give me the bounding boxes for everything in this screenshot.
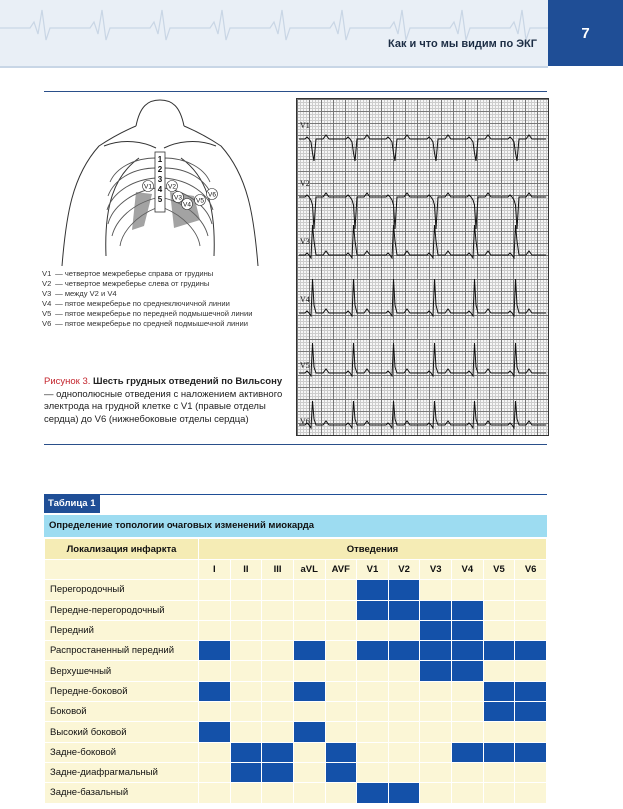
- lead-mark-cell: [483, 681, 515, 701]
- blank-cell: [45, 560, 199, 580]
- lead-empty-cell: [483, 600, 515, 620]
- lead-empty-cell: [230, 620, 262, 640]
- table-row: [45, 620, 547, 640]
- lead-empty-cell: [515, 783, 547, 803]
- localization-name: Задне-базальный: [45, 783, 199, 803]
- ecg-lead-label: V3: [300, 237, 310, 246]
- lead-empty-cell: [230, 681, 262, 701]
- lead-empty-cell: [483, 661, 515, 681]
- localization-name: Передний: [45, 620, 199, 640]
- ecg-traces: [297, 99, 548, 435]
- table-row: [45, 762, 547, 782]
- col-header-localization: Локализация инфаркта: [45, 539, 199, 560]
- lead-empty-cell: [420, 681, 452, 701]
- lead-mark-cell: [199, 681, 231, 701]
- lead-mark-cell: [262, 762, 294, 782]
- table-body: [45, 560, 547, 804]
- lead-empty-cell: [515, 661, 547, 681]
- lead-mark-cell: [452, 620, 484, 640]
- electrode-v5: V5: [196, 197, 204, 205]
- lead-empty-cell: [483, 580, 515, 600]
- legend-item: V5 — пятое межреберье по передней подмышечной линии: [42, 308, 253, 318]
- lead-empty-cell: [262, 702, 294, 722]
- chest-electrode-diagram: [44, 96, 276, 266]
- page-number: 7: [548, 0, 623, 66]
- lead-empty-cell: [420, 762, 452, 782]
- running-header-title: Как и что мы видим по ЭКГ: [388, 38, 537, 50]
- lead-header: V2: [388, 560, 420, 580]
- rib-label-1: 1: [157, 155, 163, 164]
- lead-empty-cell: [293, 620, 325, 640]
- lead-empty-cell: [230, 702, 262, 722]
- lead-mark-cell: [388, 580, 420, 600]
- lead-mark-cell: [199, 641, 231, 661]
- lead-mark-cell: [515, 702, 547, 722]
- localization-name: Боковой: [45, 702, 199, 722]
- legend-item: V2 — четвертое межреберье слева от грудины: [42, 278, 210, 288]
- lead-empty-cell: [388, 702, 420, 722]
- ecg-strip: [296, 98, 549, 436]
- lead-mark-cell: [515, 742, 547, 762]
- localization-name: Верхушечный: [45, 661, 199, 681]
- lead-empty-cell: [230, 783, 262, 803]
- lead-mark-cell: [293, 681, 325, 701]
- lead-empty-cell: [199, 762, 231, 782]
- legend-item: V3 — между V2 и V4: [42, 288, 117, 298]
- lead-empty-cell: [262, 620, 294, 640]
- table-row: [45, 742, 547, 762]
- lead-mark-cell: [388, 783, 420, 803]
- ecg-trace: [299, 279, 546, 316]
- lead-empty-cell: [325, 722, 357, 742]
- rib-label-2: 2: [157, 165, 163, 174]
- lead-empty-cell: [357, 762, 389, 782]
- localization-name: Высокий боковой: [45, 722, 199, 742]
- lead-empty-cell: [325, 681, 357, 701]
- lead-mark-cell: [325, 762, 357, 782]
- lead-empty-cell: [515, 600, 547, 620]
- lead-empty-cell: [388, 620, 420, 640]
- lead-header: V5: [483, 560, 515, 580]
- lead-empty-cell: [262, 681, 294, 701]
- lead-mark-cell: [230, 742, 262, 762]
- table-row: [45, 600, 547, 620]
- lead-empty-cell: [357, 702, 389, 722]
- lead-header: III: [262, 560, 294, 580]
- electrode-v6: V6: [208, 191, 216, 199]
- ecg-lead-label: V2: [300, 179, 310, 188]
- lead-empty-cell: [199, 702, 231, 722]
- lead-empty-cell: [230, 600, 262, 620]
- table-top-line: [100, 494, 547, 495]
- lead-empty-cell: [262, 783, 294, 803]
- lead-mark-cell: [515, 681, 547, 701]
- lead-empty-cell: [199, 742, 231, 762]
- lead-empty-cell: [293, 783, 325, 803]
- lead-header: aVL: [293, 560, 325, 580]
- lead-empty-cell: [388, 661, 420, 681]
- legend-item: V6 — пятое межреберье по средней подмышечной линии: [42, 318, 248, 328]
- lead-empty-cell: [325, 620, 357, 640]
- lead-mark-cell: [483, 641, 515, 661]
- lead-mark-cell: [515, 641, 547, 661]
- lead-mark-cell: [483, 702, 515, 722]
- lead-empty-cell: [483, 762, 515, 782]
- lead-empty-cell: [515, 580, 547, 600]
- lead-mark-cell: [388, 641, 420, 661]
- lead-empty-cell: [483, 722, 515, 742]
- ecg-trace: [299, 135, 546, 161]
- lead-empty-cell: [515, 620, 547, 640]
- rib-label-4: 4: [157, 185, 163, 194]
- lead-empty-cell: [293, 580, 325, 600]
- lead-empty-cell: [262, 580, 294, 600]
- legend-item: V4 — пятое межреберье по среднеключичной линии: [42, 298, 230, 308]
- lead-empty-cell: [420, 722, 452, 742]
- lead-header: I: [199, 560, 231, 580]
- lead-mark-cell: [483, 742, 515, 762]
- lead-empty-cell: [199, 783, 231, 803]
- ecg-trace: [299, 193, 546, 229]
- lead-empty-cell: [199, 620, 231, 640]
- lead-empty-cell: [452, 681, 484, 701]
- lead-empty-cell: [420, 742, 452, 762]
- lead-mark-cell: [325, 742, 357, 762]
- electrode-v2: V2: [168, 183, 176, 191]
- lead-header: V6: [515, 560, 547, 580]
- localization-name: Распростаненный передний: [45, 641, 199, 661]
- lead-empty-cell: [199, 580, 231, 600]
- lead-mark-cell: [452, 641, 484, 661]
- lead-empty-cell: [230, 661, 262, 681]
- table-row: [45, 702, 547, 722]
- figure-caption: [44, 376, 294, 426]
- lead-empty-cell: [293, 742, 325, 762]
- lead-empty-cell: [452, 783, 484, 803]
- lead-empty-cell: [293, 702, 325, 722]
- localization-name: Задне-диафрагмальный: [45, 762, 199, 782]
- lead-mark-cell: [357, 580, 389, 600]
- localization-name: Передне-перегородочный: [45, 600, 199, 620]
- lead-empty-cell: [199, 661, 231, 681]
- electrode-v4: V4: [183, 201, 191, 209]
- lead-empty-cell: [262, 600, 294, 620]
- lead-empty-cell: [325, 661, 357, 681]
- lead-mark-cell: [388, 600, 420, 620]
- lead-empty-cell: [388, 722, 420, 742]
- ecg-trace: [299, 401, 546, 428]
- lead-mark-cell: [452, 600, 484, 620]
- ecg-trace: [299, 343, 546, 376]
- lead-empty-cell: [262, 661, 294, 681]
- lead-mark-cell: [420, 620, 452, 640]
- lead-mark-cell: [199, 722, 231, 742]
- lead-empty-cell: [325, 783, 357, 803]
- table-row: [45, 681, 547, 701]
- ecg-lead-label: V6: [300, 417, 310, 426]
- lead-header-row: [45, 560, 547, 580]
- localization-name: Перегородочный: [45, 580, 199, 600]
- lead-mark-cell: [420, 600, 452, 620]
- lead-empty-cell: [230, 580, 262, 600]
- col-header-leads: Отведения: [199, 539, 547, 560]
- table-row: [45, 580, 547, 600]
- ecg-lead-label: V4: [300, 295, 310, 304]
- lead-empty-cell: [452, 702, 484, 722]
- lead-empty-cell: [293, 762, 325, 782]
- lead-header: V4: [452, 560, 484, 580]
- table-row: [45, 661, 547, 681]
- lead-empty-cell: [483, 783, 515, 803]
- caption-label: Рисунок 3.: [44, 376, 91, 387]
- lead-empty-cell: [388, 742, 420, 762]
- localization-name: Задне-боковой: [45, 742, 199, 762]
- lead-empty-cell: [230, 722, 262, 742]
- electrode-legend: [42, 269, 287, 328]
- lead-empty-cell: [515, 722, 547, 742]
- lead-header: V1: [357, 560, 389, 580]
- lead-mark-cell: [357, 641, 389, 661]
- lead-mark-cell: [262, 742, 294, 762]
- localization-name: Передне-боковой: [45, 681, 199, 701]
- ecg-trace: [299, 225, 546, 258]
- lead-mark-cell: [452, 661, 484, 681]
- lead-empty-cell: [388, 681, 420, 701]
- lead-empty-cell: [357, 681, 389, 701]
- lead-empty-cell: [420, 580, 452, 600]
- lead-empty-cell: [483, 620, 515, 640]
- lead-mark-cell: [420, 641, 452, 661]
- lead-mark-cell: [293, 641, 325, 661]
- table-subtitle: Определение топологии очаговых изменений миокарда: [44, 515, 547, 537]
- lead-empty-cell: [515, 762, 547, 782]
- caption-title: Шесть грудных отведений по Вильсону: [93, 376, 283, 387]
- lead-empty-cell: [293, 661, 325, 681]
- lead-empty-cell: [357, 722, 389, 742]
- lead-mark-cell: [357, 783, 389, 803]
- lead-empty-cell: [293, 600, 325, 620]
- table-tag: Таблица 1: [44, 494, 100, 513]
- lead-mark-cell: [452, 742, 484, 762]
- lead-header: II: [230, 560, 262, 580]
- lead-empty-cell: [420, 702, 452, 722]
- electrode-v3: V3: [174, 194, 182, 202]
- lead-header: AVF: [325, 560, 357, 580]
- table-row: [45, 722, 547, 742]
- ecg-lead-label: V5: [300, 361, 310, 370]
- caption-text: — однополюсные отведения с наложением активного электрода на грудной клетке с V1 (правые отделы сердца) до V6 (нижнебоковые отделы сердца): [44, 388, 283, 425]
- lead-mark-cell: [420, 661, 452, 681]
- table-row: [45, 641, 547, 661]
- lead-empty-cell: [452, 580, 484, 600]
- lead-header: V3: [420, 560, 452, 580]
- lead-empty-cell: [357, 620, 389, 640]
- lead-mark-cell: [293, 722, 325, 742]
- lead-empty-cell: [325, 641, 357, 661]
- ecg-lead-label: V1: [300, 121, 310, 130]
- lead-empty-cell: [388, 762, 420, 782]
- lead-empty-cell: [199, 600, 231, 620]
- infarct-localization-table: [44, 538, 547, 804]
- lead-empty-cell: [420, 783, 452, 803]
- lead-empty-cell: [262, 641, 294, 661]
- table-row: [45, 783, 547, 803]
- electrode-v1: V1: [144, 183, 152, 191]
- top-rule: [44, 91, 547, 92]
- ecg-decoration: [0, 0, 548, 64]
- lead-empty-cell: [452, 762, 484, 782]
- page-header-band: [0, 0, 548, 68]
- lead-empty-cell: [357, 661, 389, 681]
- lead-empty-cell: [325, 580, 357, 600]
- lead-empty-cell: [325, 702, 357, 722]
- lead-mark-cell: [230, 762, 262, 782]
- legend-item: V1 — четвертое межреберье справа от грудины: [42, 269, 214, 278]
- lead-empty-cell: [230, 641, 262, 661]
- lead-mark-cell: [357, 600, 389, 620]
- lead-empty-cell: [357, 742, 389, 762]
- rib-label-3: 3: [157, 175, 163, 184]
- rib-label-5: 5: [157, 195, 163, 204]
- figure-bottom-rule: [44, 444, 547, 445]
- lead-empty-cell: [452, 722, 484, 742]
- lead-empty-cell: [325, 600, 357, 620]
- lead-empty-cell: [262, 722, 294, 742]
